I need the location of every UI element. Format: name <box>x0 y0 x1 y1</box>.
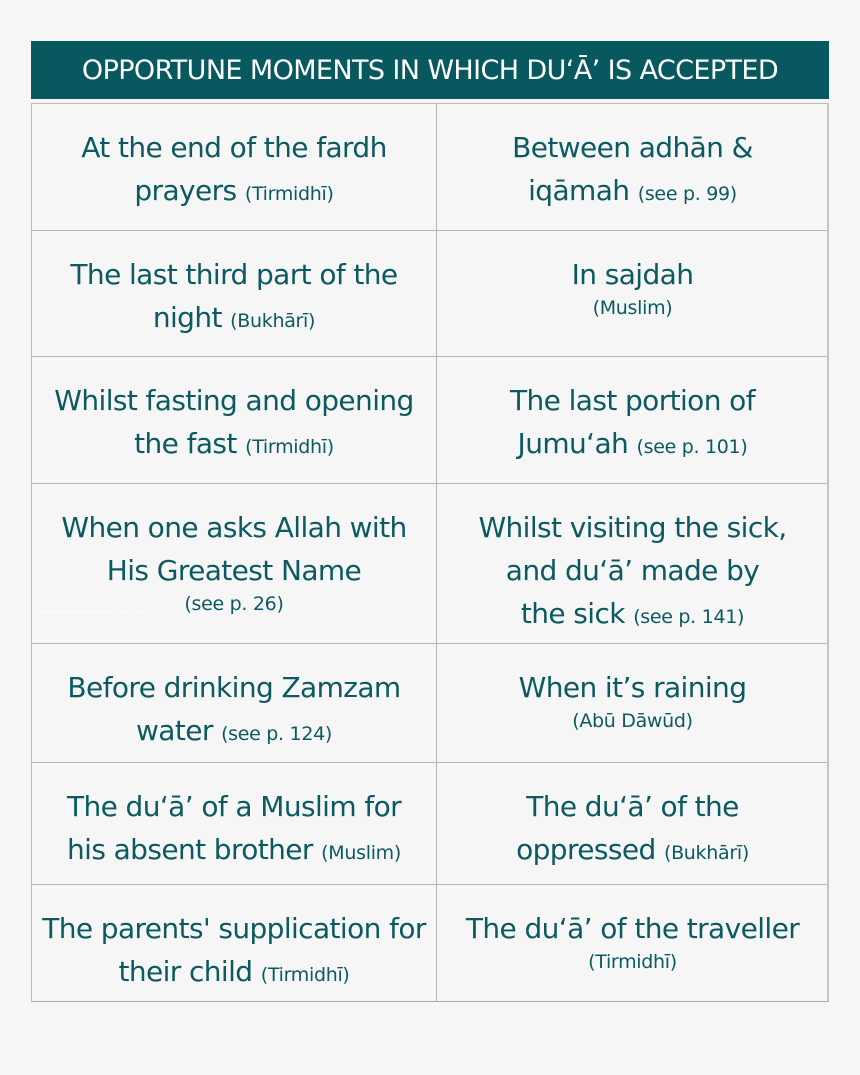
line-text: prayers <box>134 174 237 207</box>
source-reference: (see p. 26) <box>184 593 284 615</box>
table-cell-left <box>32 357 437 483</box>
cell-text-line <box>136 709 332 756</box>
table-row <box>32 357 827 484</box>
source-reference: (see p. 124) <box>221 723 333 745</box>
table-cell-right <box>437 231 828 356</box>
source-reference: (Muslim) <box>592 297 673 319</box>
line-text: Whilst fasting and opening <box>54 384 414 417</box>
line-text: Between adhān & <box>512 131 753 164</box>
source-reference: (see p. 99) <box>637 183 737 205</box>
line-text: the sick <box>520 597 625 630</box>
cell-text-line <box>81 126 387 169</box>
table-row <box>32 763 827 885</box>
cell-text-line <box>67 828 401 875</box>
cell-text-line <box>518 422 748 469</box>
line-text: The du‘ā’ of the traveller <box>465 912 800 945</box>
title-text: OPPORTUNE MOMENTS IN WHICH DU‘Ā’ IS ACCEPTED <box>81 54 779 86</box>
source-reference: (Abū Dāwūd) <box>572 710 693 732</box>
source-reference: (Muslim) <box>321 842 401 864</box>
cell-text-line <box>153 296 315 343</box>
line-text: iqāmah <box>528 174 630 207</box>
watermark-text: OPPORTUNE MOMENTS IN WHICH DU‘Ā’ IS ACCEPTED <box>38 610 146 615</box>
line-text: his absent brother <box>67 833 313 866</box>
cell-text-line <box>61 506 406 549</box>
cell-text-line <box>134 169 333 216</box>
moments-table <box>31 103 829 1002</box>
source-reference: (see p. 141) <box>633 606 745 628</box>
cell-text-line <box>118 950 349 997</box>
table-row <box>32 484 827 644</box>
table-cell-right <box>437 763 828 884</box>
line-text: Before drinking Zamzam <box>67 671 401 704</box>
line-text: The du‘ā’ of the <box>526 790 739 823</box>
line-text: their child <box>118 955 253 988</box>
cell-text-line <box>506 549 759 592</box>
cell-text-line <box>521 592 744 639</box>
table-cell-right <box>437 484 828 643</box>
cell-text-line <box>516 828 749 875</box>
cell-text-line <box>519 666 747 709</box>
table-cell-left <box>32 484 437 643</box>
cell-text-line <box>572 253 694 296</box>
cell-text-line <box>528 169 737 216</box>
cell-text-line <box>510 379 755 422</box>
source-reference: (Bukhārī) <box>663 842 749 864</box>
line-text: The parents' supplication for <box>42 912 426 945</box>
source-reference: (Tirmidhī) <box>588 951 677 973</box>
cell-text-line <box>478 506 786 549</box>
source-reference: (Tirmidhī) <box>260 964 350 986</box>
line-text: At the end of the fardh <box>81 131 387 164</box>
table-cell-left <box>32 231 437 356</box>
line-text: the fast <box>134 427 237 460</box>
cell-text-line <box>512 126 753 169</box>
line-text: In sajdah <box>571 258 694 291</box>
line-text: oppressed <box>516 833 656 866</box>
table-cell-left <box>32 763 437 884</box>
cell-text-line <box>42 907 426 950</box>
table-row <box>32 644 827 763</box>
line-text: The last third part of the <box>70 258 398 291</box>
line-text: Jumu‘ah <box>517 427 629 460</box>
line-text: water <box>135 714 213 747</box>
cell-text-line <box>70 253 397 296</box>
table-cell-left <box>32 104 437 230</box>
table-cell-left <box>32 885 437 1001</box>
table-cell-right <box>437 885 828 1001</box>
source-reference: (Tirmidhī) <box>245 436 334 458</box>
line-text: When one asks Allah with <box>61 511 407 544</box>
line-text: His Greatest Name <box>106 554 362 587</box>
table-cell-right <box>437 104 828 230</box>
table-cell-right <box>437 357 828 483</box>
line-text: The du‘ā’ of a Muslim for <box>66 790 402 823</box>
cell-text-line <box>107 549 361 592</box>
table-title <box>31 41 829 99</box>
cell-text-line <box>526 785 739 828</box>
line-text: When it’s raining <box>518 671 747 704</box>
cell-text-line <box>67 666 400 709</box>
table-row <box>32 885 827 1001</box>
line-text: and du‘ā’ made by <box>505 554 760 587</box>
cell-text-line <box>466 907 799 950</box>
table-row <box>32 104 827 231</box>
cell-text-line <box>67 785 401 828</box>
table-row <box>32 231 827 357</box>
table-cell-right <box>437 644 828 762</box>
source-reference: (Bukhārī) <box>230 310 316 332</box>
line-text: Whilst visiting the sick, <box>478 511 787 544</box>
table-cell-left <box>32 644 437 762</box>
line-text: night <box>152 301 222 334</box>
cell-text-line <box>54 379 413 422</box>
source-reference: (Tirmidhī) <box>244 183 334 205</box>
cell-text-line <box>134 422 334 469</box>
source-reference: (see p. 101) <box>636 436 748 458</box>
line-text: The last portion of <box>510 384 755 417</box>
